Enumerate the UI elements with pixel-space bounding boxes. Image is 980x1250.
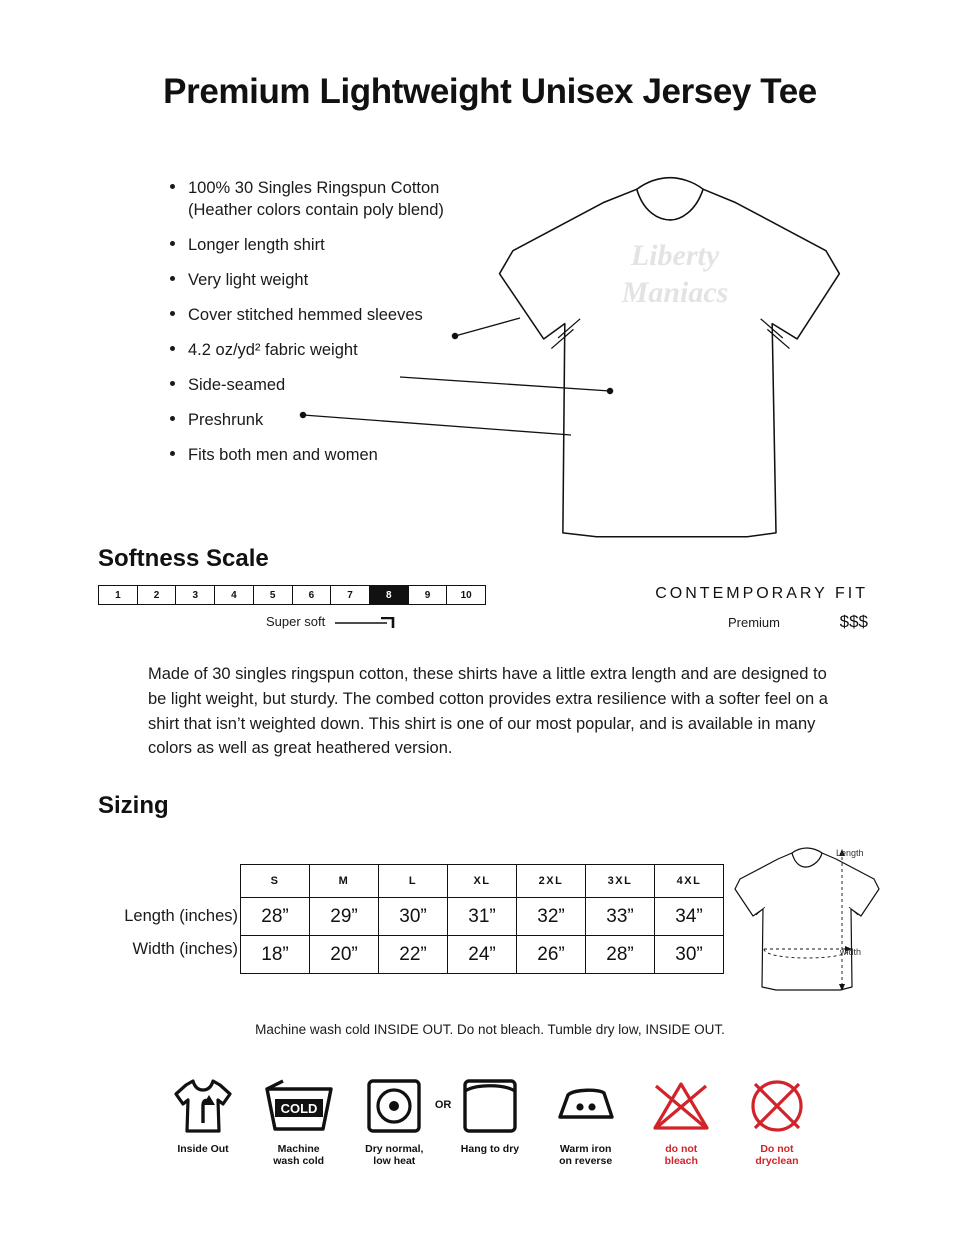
care-icons-row	[160, 1075, 820, 1168]
softness-scale	[98, 585, 486, 605]
caption-line-2: bleach	[664, 1155, 698, 1168]
list-item	[168, 410, 498, 432]
cell-length: 30”	[379, 898, 448, 936]
feature-text: Very light weight	[188, 270, 309, 289]
cell-width: 26”	[517, 936, 586, 974]
fit-label: CONTEMPORARY FIT	[655, 585, 868, 602]
tshirt-illustration	[470, 160, 890, 560]
sizing-heading: Sizing	[98, 792, 169, 819]
measurement-shirt-svg	[730, 845, 900, 995]
tier-label: Premium	[727, 615, 780, 630]
scale-cell-active: 8	[370, 586, 409, 604]
list-item	[168, 305, 498, 327]
scale-cell: 1	[99, 586, 138, 604]
scale-cell: 9	[409, 586, 448, 604]
cell-width: 20”	[310, 936, 379, 974]
feature-text: Side-seamed	[188, 375, 286, 394]
caption-line-1: Warm iron	[559, 1143, 612, 1155]
iron-glyph	[543, 1075, 629, 1137]
caption-line-2: on reverse	[559, 1155, 613, 1168]
arrow-icon	[335, 617, 401, 629]
feature-list	[168, 178, 498, 479]
feature-text: Preshrunk	[188, 410, 264, 429]
scale-cell: 4	[215, 586, 254, 604]
sizing-table	[240, 864, 724, 974]
cell-width: 18”	[241, 936, 310, 974]
scale-cell: 10	[447, 586, 485, 604]
no-dryclean-glyph	[734, 1075, 820, 1137]
bullet-icon	[170, 184, 175, 189]
no-bleach-glyph	[638, 1075, 724, 1137]
icon-caption	[734, 1143, 820, 1168]
wash-tub-glyph	[256, 1075, 342, 1137]
tumble-dry-glyph	[351, 1075, 437, 1137]
icon-caption	[543, 1143, 629, 1168]
list-item	[168, 235, 498, 257]
column-header: XL	[448, 865, 517, 898]
size-row-labels	[88, 900, 238, 966]
warm-iron-icon	[543, 1075, 629, 1168]
length-dimension-label: Length	[836, 848, 864, 858]
super-soft-label: Super soft	[266, 614, 326, 629]
icon-caption	[638, 1143, 724, 1168]
list-item	[168, 375, 498, 397]
scale-cell: 3	[176, 586, 215, 604]
price-label: $$$	[839, 612, 868, 631]
row-label-width: Width (inches)	[132, 940, 238, 958]
bullet-icon	[170, 451, 175, 456]
bullet-icon	[170, 276, 175, 281]
bullet-icon	[170, 381, 175, 386]
column-header: 3XL	[586, 865, 655, 898]
measurement-diagram	[730, 845, 900, 995]
feature-text: 4.2 oz/yd² fabric weight	[188, 340, 358, 359]
feature-text: Cover stitched hemmed sleeves	[188, 305, 423, 324]
feature-text: 100% 30 Singles Ringspun Cotton	[188, 179, 440, 197]
scale-cell: 7	[331, 586, 370, 604]
caption-line-1: Machine	[277, 1143, 320, 1155]
cell-length: 33”	[586, 898, 655, 936]
cell-length: 29”	[310, 898, 379, 936]
feature-text: Fits both men and women	[188, 445, 378, 464]
machine-wash-cold-icon	[256, 1075, 342, 1168]
caption-line-1: Do not	[760, 1143, 794, 1155]
feature-text: Longer length shirt	[188, 235, 325, 254]
icon-caption: Hang to dry	[460, 1143, 520, 1155]
cell-length: 34”	[655, 898, 724, 936]
bullet-icon	[170, 346, 175, 351]
svg-text:COLD: COLD	[280, 1101, 318, 1116]
hang-dry-glyph	[447, 1075, 533, 1137]
cell-length: 31”	[448, 898, 517, 936]
bullet-icon	[170, 311, 175, 316]
list-item	[168, 178, 498, 222]
table-row	[241, 898, 724, 936]
list-item	[168, 340, 498, 362]
scale-cell: 6	[293, 586, 332, 604]
do-not-bleach-icon	[638, 1075, 724, 1168]
list-item	[168, 445, 498, 467]
scale-cell: 5	[254, 586, 293, 604]
cell-length: 32”	[517, 898, 586, 936]
feature-subtext: (Heather colors contain poly blend)	[188, 200, 444, 219]
inside-out-icon	[160, 1075, 246, 1155]
icon-caption: Inside Out	[177, 1143, 229, 1155]
list-item	[168, 270, 498, 292]
svg-text:Liberty: Liberty	[630, 239, 720, 272]
description-paragraph: Made of 30 singles ringspun cotton, these shirts have a little extra length and are designed to be light weight, but sturdy. The combed cotton provides extra resilience with a softer feel on a shirt that isn’t weighted down. This shirt is one of our most popular, and is available in many colors as well as great heathered version.	[148, 665, 828, 758]
bullet-icon	[170, 241, 175, 246]
cell-width: 24”	[448, 936, 517, 974]
or-label: OR	[434, 1099, 452, 1111]
svg-text:Maniacs: Maniacs	[621, 276, 729, 309]
cell-length: 28”	[241, 898, 310, 936]
page-title: Premium Lightweight Unisex Jersey Tee	[163, 72, 817, 111]
caption-line-2: dryclean	[755, 1155, 799, 1168]
table-row	[241, 936, 724, 974]
scale-cell: 2	[138, 586, 177, 604]
do-not-dryclean-icon	[734, 1075, 820, 1168]
caption-line-2: low heat	[373, 1155, 416, 1168]
column-header: 2XL	[517, 865, 586, 898]
bullet-icon	[170, 416, 175, 421]
table-header-row	[241, 865, 724, 898]
column-header: L	[379, 865, 448, 898]
cell-width: 30”	[655, 936, 724, 974]
cell-width: 22”	[379, 936, 448, 974]
column-header: 4XL	[655, 865, 724, 898]
row-label-length: Length (inches)	[124, 907, 238, 925]
icon-caption	[351, 1143, 437, 1168]
icon-caption	[256, 1143, 342, 1168]
inside-out-glyph	[160, 1075, 246, 1137]
cell-width: 28”	[586, 936, 655, 974]
width-dimension-label: width	[840, 947, 862, 957]
column-header: S	[241, 865, 310, 898]
caption-line-2: wash cold	[273, 1155, 325, 1168]
dry-normal-low-heat-icon	[351, 1075, 452, 1168]
tshirt-front-svg	[470, 160, 890, 560]
super-soft-annotation	[266, 614, 401, 629]
softness-heading: Softness Scale	[98, 545, 269, 572]
hang-to-dry-icon	[447, 1075, 533, 1155]
caption-line-1: do not	[665, 1143, 698, 1155]
care-instructions-text: Machine wash cold INSIDE OUT. Do not bleach. Tumble dry low, INSIDE OUT.	[255, 1022, 725, 1037]
column-header: M	[310, 865, 379, 898]
caption-line-1: Dry normal,	[365, 1143, 424, 1155]
